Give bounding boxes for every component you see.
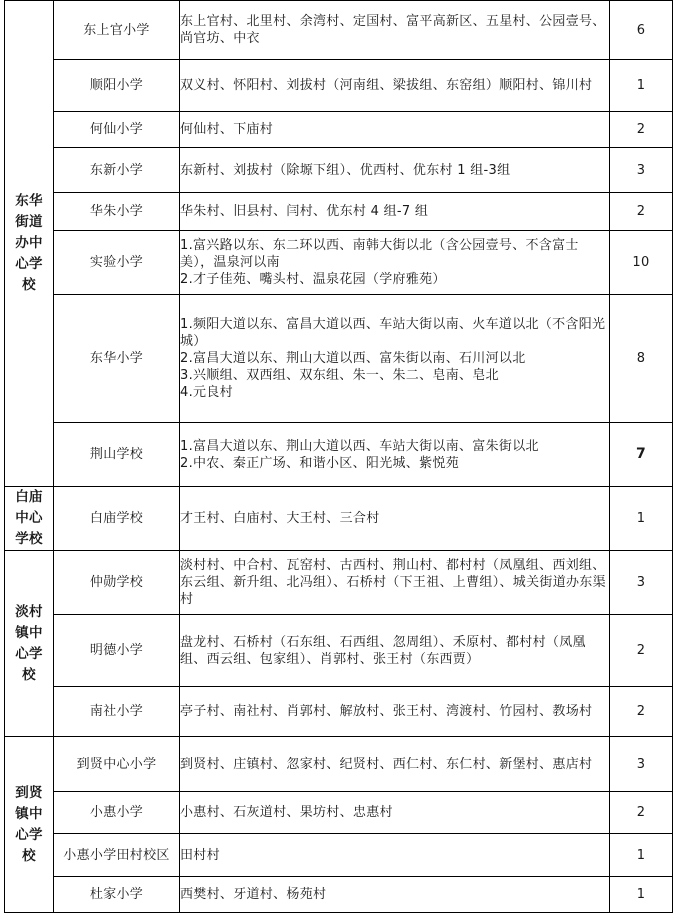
area-cell: [180, 423, 610, 487]
area-line: 2.中农、秦正广场、和谐小区、阳光城、紫悦苑: [180, 455, 460, 471]
table-row: [5, 231, 673, 295]
area-line: 何仙村、下庙村: [180, 122, 274, 137]
school-cell: [54, 792, 180, 834]
count-value: 3: [636, 756, 646, 772]
area-line: 亭子村、南社村、肖郭村、解放村、张王村、湾渡村、竹园村、教场村: [180, 704, 593, 719]
school-cell: [54, 834, 180, 877]
area-cell: [180, 295, 610, 423]
table-row: [5, 60, 673, 112]
school-cell: [54, 423, 180, 487]
area-line: 双义村、怀阳村、刘拔村（河南组、梁拔组、东窑组）顺阳村、锦川村: [180, 78, 593, 93]
area-cell: [180, 687, 610, 737]
group-cell: [5, 551, 54, 737]
count-cell: [610, 834, 673, 877]
school-cell: [54, 615, 180, 687]
area-cell: [180, 737, 610, 792]
area-line: 田村村: [180, 847, 220, 863]
school-name: 东华小学: [89, 351, 144, 366]
count-cell: [610, 737, 673, 792]
school-name: 小惠小学: [89, 805, 144, 820]
count-value: 10: [632, 255, 650, 270]
school-name: 到贤中心小学: [76, 756, 157, 772]
school-cell: [54, 1, 180, 60]
area-cell: [180, 60, 610, 112]
count-value: 3: [636, 162, 646, 178]
school-cell: [54, 231, 180, 295]
school-name: 白庙学校: [89, 511, 144, 526]
count-cell: [610, 423, 673, 487]
school-cell: [54, 487, 180, 551]
group-name: 淡村镇中心学校: [15, 603, 43, 683]
group-cell: [5, 1, 54, 487]
school-cell: [54, 551, 180, 615]
area-cell: [180, 112, 610, 148]
area-cell: [180, 615, 610, 687]
count-cell: [610, 231, 673, 295]
area-line: 盘龙村、石桥村（石东组、石西组、忽周组）、禾原村、都村村（凤凰组、西云组、包家组）、肖郭村、张王村（东西贾）: [180, 634, 586, 667]
school-name: 荆山学校: [89, 447, 144, 462]
count-cell: [610, 1, 673, 60]
table-row: [5, 295, 673, 423]
area-cell: [180, 834, 610, 877]
school-name: 东新小学: [89, 162, 144, 178]
count-value: 8: [636, 351, 646, 366]
area-line: 1.富兴路以东、东二环以西、南韩大街以北（含公园壹号、不含富士美），温泉河以南: [180, 238, 579, 270]
school-name: 华朱小学: [89, 204, 144, 219]
table-row: [5, 487, 673, 551]
school-name: 明德小学: [89, 643, 144, 658]
count-cell: [610, 687, 673, 737]
count-cell: [610, 487, 673, 551]
area-line: 到贤村、庄镇村、忽家村、纪贤村、西仁村、东仁村、新堡村、惠店村: [180, 756, 593, 772]
school-name: 顺阳小学: [89, 78, 144, 93]
group-cell: [5, 487, 54, 551]
area-cell: [180, 551, 610, 615]
area-cell: [180, 148, 610, 193]
school-cell: [54, 295, 180, 423]
area-line: 4.元良村: [180, 385, 233, 400]
school-cell: [54, 193, 180, 231]
school-cell: [54, 112, 180, 148]
count-value: 3: [636, 575, 646, 590]
school-cell: [54, 148, 180, 193]
school-cell: [54, 877, 180, 913]
area-cell: [180, 792, 610, 834]
count-cell: [610, 193, 673, 231]
area-line: 2.富昌大道以东、荆山大道以西、富朱街以南、石川河以北: [180, 351, 526, 366]
group-name: 白庙中心学校: [15, 489, 43, 547]
count-value: 7: [635, 446, 647, 462]
school-name: 东上官小学: [83, 22, 150, 38]
group-name: 到贤镇中心学校: [15, 784, 43, 864]
table-row: [5, 834, 673, 877]
area-line: 小惠村、石灰道村、果坊村、忠惠村: [180, 805, 393, 820]
group-name: 东华街道办中心学校: [15, 193, 43, 293]
area-line: 东新村、刘拔村（除塬下组）、优西村、优东村 1 组-3组: [180, 162, 511, 178]
count-value: 6: [636, 22, 646, 38]
count-value: 2: [636, 204, 646, 219]
count-cell: [610, 148, 673, 193]
table-row: [5, 1, 673, 60]
count-value: 2: [636, 122, 646, 137]
table-row: [5, 112, 673, 148]
table-row: [5, 193, 673, 231]
school-cell: [54, 737, 180, 792]
count-cell: [610, 792, 673, 834]
count-cell: [610, 877, 673, 913]
group-cell: [5, 737, 54, 913]
area-line: 西樊村、牙道村、杨苑村: [180, 887, 327, 902]
count-value: 2: [636, 643, 646, 658]
count-value: 1: [636, 511, 646, 526]
count-cell: [610, 551, 673, 615]
table-row: [5, 551, 673, 615]
count-value: 1: [636, 847, 646, 863]
school-name: 小惠小学田村校区: [63, 847, 170, 863]
school-cell: [54, 687, 180, 737]
count-value: 2: [636, 704, 646, 719]
area-cell: [180, 877, 610, 913]
area-cell: [180, 193, 610, 231]
area-line: 东上官村、北里村、余湾村、定国村、富平高新区、五星村、公园壹号、尚官坊、中衣: [180, 14, 606, 46]
count-cell: [610, 60, 673, 112]
area-cell: [180, 1, 610, 60]
area-line: 3.兴顺组、双西组、双东组、朱一、朱二、皂南、皂北: [180, 368, 499, 383]
table-row: [5, 877, 673, 913]
count-cell: [610, 295, 673, 423]
count-cell: [610, 615, 673, 687]
area-line: 1.富昌大道以东、荆山大道以西、车站大街以南、富朱街以北: [180, 438, 539, 454]
school-name: 仲勋学校: [89, 575, 144, 590]
school-name: 杜家小学: [89, 887, 144, 902]
enrollment-table: [4, 0, 673, 913]
area-line: 2.才子佳苑、嘴头村、温泉花园（学府雅苑）: [180, 272, 446, 287]
area-cell: [180, 487, 610, 551]
count-value: 2: [636, 805, 646, 820]
table-row: [5, 687, 673, 737]
school-cell: [54, 60, 180, 112]
table-row: [5, 615, 673, 687]
table-row: [5, 792, 673, 834]
count-value: 1: [636, 887, 646, 902]
area-line: 华朱村、旧县村、闫村、优东村 4 组-7 组: [180, 204, 429, 219]
count-cell: [610, 112, 673, 148]
area-line: 淡村村、中合村、瓦窑村、古西村、荆山村、都村村（凤凰组、西刘组、东云组、新升组、北冯组）、石桥村（下王祖、上曹组）、城关街道办东渠村: [180, 558, 606, 607]
school-name: 实验小学: [89, 255, 144, 270]
area-cell: [180, 231, 610, 295]
table-row: [5, 737, 673, 792]
school-name: 何仙小学: [89, 122, 144, 137]
table-row: [5, 423, 673, 487]
count-value: 1: [636, 78, 646, 93]
area-line: 才王村、白庙村、大王村、三合村: [180, 511, 380, 526]
area-line: 1.频阳大道以东、富昌大道以西、车站大街以南、火车道以北（不含阳光城）: [180, 317, 606, 349]
table-row: [5, 148, 673, 193]
school-name: 南社小学: [89, 704, 144, 719]
